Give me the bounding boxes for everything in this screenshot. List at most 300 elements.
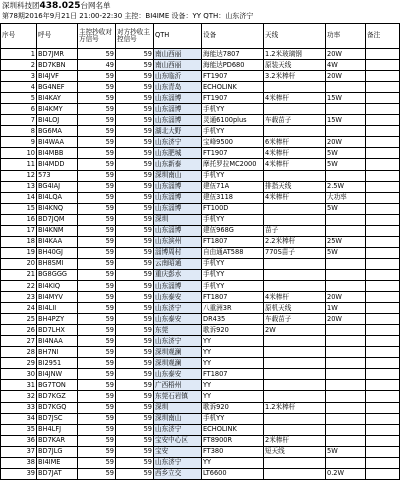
cell-seq: 35 <box>1 424 37 435</box>
cell-power: 15W <box>326 93 366 104</box>
cell-callsign: BI4KNQ <box>37 203 78 214</box>
header-antenna: 天线 <box>264 24 326 49</box>
cell-callsign: BI4KNM <box>37 225 78 236</box>
cell-seq: 2 <box>1 60 37 71</box>
cell-seq: 24 <box>1 303 37 314</box>
cell-qth: 湖北大野 <box>154 126 202 137</box>
table-row <box>1 446 400 457</box>
table-row <box>1 258 400 269</box>
cell-remarks <box>366 60 400 71</box>
cell-seq: 31 <box>1 380 37 391</box>
cell-rx-report: 59 <box>78 303 116 314</box>
cell-antenna: 原装天线 <box>264 60 326 71</box>
cell-power: 2.5W <box>326 181 366 192</box>
table-row <box>1 391 400 402</box>
table-row <box>1 424 400 435</box>
cell-qth: 山东新泰 <box>154 159 202 170</box>
cell-tx-report: 59 <box>116 126 154 137</box>
cell-rx-report: 59 <box>78 435 116 446</box>
cell-tx-report: 59 <box>116 60 154 71</box>
cell-remarks <box>366 457 400 468</box>
cell-power: 20W <box>326 314 366 325</box>
cell-equipment: FT1907 <box>202 71 264 82</box>
cell-tx-report: 59 <box>116 303 154 314</box>
cell-rx-report: 59 <box>78 137 116 148</box>
cell-rx-report: 49 <box>78 60 116 71</box>
cell-power: 20W <box>326 71 366 82</box>
cell-tx-report: 59 <box>116 82 154 93</box>
cell-antenna: 短天线 <box>264 446 326 457</box>
table-row <box>1 104 400 115</box>
cell-equipment: FT100D <box>202 203 264 214</box>
cell-seq: 6 <box>1 104 37 115</box>
cell-rx-report: 59 <box>78 358 116 369</box>
cell-power <box>326 358 366 369</box>
table-row <box>1 192 400 203</box>
cell-qth: 深圳观澜 <box>154 358 202 369</box>
cell-qth: 山东临沂 <box>154 71 202 82</box>
cell-antenna: 4米棒杆 <box>264 192 326 203</box>
cell-seq: 28 <box>1 347 37 358</box>
cell-qth: 南山西丽 <box>154 60 202 71</box>
cell-antenna <box>264 468 326 479</box>
cell-equipment: 自由通AT588 <box>202 247 264 258</box>
cell-equipment: 手机YY <box>202 214 264 225</box>
cell-seq: 7 <box>1 115 37 126</box>
cell-qth: 山东泰安 <box>154 292 202 303</box>
cell-qth: 山东青岛 <box>154 82 202 93</box>
table-row <box>1 269 400 280</box>
cell-tx-report: 59 <box>116 325 154 336</box>
cell-antenna: 2米棒杆 <box>264 435 326 446</box>
cell-seq: 11 <box>1 159 37 170</box>
title-frequency: 438.025 <box>39 1 81 11</box>
cell-antenna: 1.2米棒杆 <box>264 402 326 413</box>
cell-callsign: BD7JMR <box>37 49 78 60</box>
cell-callsign: BI4KIQ <box>37 280 78 291</box>
cell-antenna <box>264 457 326 468</box>
cell-equipment: YY <box>202 336 264 347</box>
cell-equipment: 海能达PD680 <box>202 60 264 71</box>
cell-equipment: YY <box>202 358 264 369</box>
cell-tx-report: 59 <box>116 358 154 369</box>
cell-callsign: BH4PZY <box>37 314 78 325</box>
cell-qth: 广西梧州 <box>154 380 202 391</box>
cell-antenna: 3.2米棒杆 <box>264 71 326 82</box>
cell-seq: 10 <box>1 148 37 159</box>
cell-seq: 13 <box>1 181 37 192</box>
cell-power <box>326 336 366 347</box>
cell-seq: 3 <box>1 71 37 82</box>
cell-callsign: BH7NI <box>37 347 78 358</box>
cell-rx-report: 59 <box>78 402 116 413</box>
cell-equipment: 灵通6100plus <box>202 115 264 126</box>
cell-qth: 山东淄博 <box>154 203 202 214</box>
cell-antenna: 1.2米玻璃钢 <box>264 49 326 60</box>
cell-seq: 9 <box>1 137 37 148</box>
cell-equipment: FT8900R <box>202 435 264 446</box>
table-row <box>1 336 400 347</box>
cell-callsign: BI4JNW <box>37 369 78 380</box>
cell-tx-report: 59 <box>116 347 154 358</box>
header-qth: QTH <box>154 24 202 49</box>
cell-seq: 37 <box>1 446 37 457</box>
cell-power: 5W <box>326 446 366 457</box>
cell-remarks <box>366 236 400 247</box>
cell-antenna <box>264 280 326 291</box>
cell-rx-report: 59 <box>78 236 116 247</box>
cell-rx-report: 59 <box>78 325 116 336</box>
cell-antenna <box>264 269 326 280</box>
cell-power <box>326 280 366 291</box>
table-row <box>1 71 400 82</box>
cell-qth: 山东淄博 <box>154 192 202 203</box>
cell-power: 25W <box>326 236 366 247</box>
cell-tx-report: 59 <box>116 413 154 424</box>
table-row <box>1 247 400 258</box>
cell-antenna: 2W <box>264 325 326 336</box>
cell-remarks <box>366 71 400 82</box>
cell-callsign: BD7KBN <box>37 60 78 71</box>
cell-seq: 30 <box>1 369 37 380</box>
cell-antenna: 车载苗子 <box>264 314 326 325</box>
cell-antenna: 4米棒杆 <box>264 292 326 303</box>
cell-power <box>326 369 366 380</box>
table-row <box>1 170 400 181</box>
cell-remarks <box>366 358 400 369</box>
cell-qth: 宝安中心区 <box>154 435 202 446</box>
cell-antenna: 原机天线 <box>264 303 326 314</box>
cell-power <box>326 258 366 269</box>
cell-rx-report: 59 <box>78 203 116 214</box>
cell-remarks <box>366 369 400 380</box>
cell-equipment: 手机YY <box>202 126 264 137</box>
cell-tx-report: 59 <box>116 369 154 380</box>
cell-equipment: 歌诉920 <box>202 325 264 336</box>
cell-power <box>326 214 366 225</box>
cell-antenna <box>264 347 326 358</box>
cell-antenna: 6米棒杆 <box>264 137 326 148</box>
cell-equipment: 手机YY <box>202 280 264 291</box>
cell-remarks <box>366 292 400 303</box>
cell-qth: 云南昭通 <box>154 258 202 269</box>
cell-tx-report: 59 <box>116 457 154 468</box>
table-row <box>1 347 400 358</box>
cell-remarks <box>366 214 400 225</box>
cell-tx-report: 59 <box>116 71 154 82</box>
cell-tx-report: 59 <box>116 314 154 325</box>
header-equipment: 设备 <box>202 24 264 49</box>
cell-qth: 深圳南山 <box>154 170 202 181</box>
table-row <box>1 413 400 424</box>
cell-tx-report: 59 <box>116 292 154 303</box>
cell-qth: 山东泰安 <box>154 314 202 325</box>
header-callsign: 呼号 <box>37 24 78 49</box>
cell-power <box>326 435 366 446</box>
cell-seq: 33 <box>1 402 37 413</box>
cell-qth: 东莞石岩镇 <box>154 391 202 402</box>
cell-seq: 39 <box>1 468 37 479</box>
cell-remarks <box>366 347 400 358</box>
cell-qth: 山东淄博 <box>154 93 202 104</box>
cell-qth: 淄博周村 <box>154 247 202 258</box>
cell-remarks <box>366 104 400 115</box>
cell-callsign: BG4NEF <box>37 82 78 93</box>
cell-equipment: YY <box>202 391 264 402</box>
cell-tx-report: 59 <box>116 49 154 60</box>
cell-equipment: ECHOLINK <box>202 424 264 435</box>
table-row <box>1 280 400 291</box>
cell-power <box>326 82 366 93</box>
cell-callsign: BG4IAJ <box>37 181 78 192</box>
cell-equipment: FT1807 <box>202 292 264 303</box>
cell-tx-report: 59 <box>116 203 154 214</box>
cell-power: 0.2W <box>326 468 366 479</box>
cell-power: 1W <box>326 303 366 314</box>
cell-rx-report: 59 <box>78 247 116 258</box>
cell-equipment: FT380 <box>202 446 264 457</box>
cell-power: 5W <box>326 203 366 214</box>
title-org-suffix: 台网名单 <box>80 1 111 10</box>
table-row <box>1 148 400 159</box>
cell-equipment: FT1807 <box>202 369 264 380</box>
cell-rx-report: 59 <box>78 126 116 137</box>
header-tx-report: 对方抄收主控信号 <box>116 24 154 49</box>
cell-callsign: BI4LII <box>37 303 78 314</box>
cell-qth: 宝安 <box>154 446 202 457</box>
cell-seq: 27 <box>1 336 37 347</box>
cell-power: 20W <box>326 49 366 60</box>
cell-power <box>326 325 366 336</box>
cell-equipment: YY <box>202 347 264 358</box>
cell-rx-report: 59 <box>78 71 116 82</box>
cell-seq: 22 <box>1 280 37 291</box>
cell-qth: 山东济宁 <box>154 457 202 468</box>
cell-remarks <box>366 435 400 446</box>
cell-equipment: 手机YY <box>202 104 264 115</box>
cell-antenna <box>264 336 326 347</box>
cell-antenna: 4米棒杆 <box>264 159 326 170</box>
cell-remarks <box>366 380 400 391</box>
table-row <box>1 137 400 148</box>
cell-rx-report: 59 <box>78 336 116 347</box>
cell-seq: 1 <box>1 49 37 60</box>
cell-remarks <box>366 258 400 269</box>
cell-seq: 5 <box>1 93 37 104</box>
cell-rx-report: 59 <box>78 280 116 291</box>
cell-remarks <box>366 336 400 347</box>
cell-seq: 34 <box>1 413 37 424</box>
cell-remarks <box>366 314 400 325</box>
cell-tx-report: 59 <box>116 269 154 280</box>
table-row <box>1 181 400 192</box>
cell-callsign: BD7JSC <box>37 413 78 424</box>
cell-seq: 8 <box>1 126 37 137</box>
cell-antenna <box>264 203 326 214</box>
cell-tx-report: 59 <box>116 104 154 115</box>
cell-remarks <box>366 49 400 60</box>
cell-remarks <box>366 325 400 336</box>
cell-rx-report: 59 <box>78 468 116 479</box>
header-seq: 序号 <box>1 24 37 49</box>
session-info: 第78期2016年9月21日 21:00-22:30 主控：BI4IME 设备：YY QTH：山东济宁 <box>2 12 254 20</box>
cell-power <box>326 126 366 137</box>
cell-remarks <box>366 391 400 402</box>
cell-tx-report: 59 <box>116 424 154 435</box>
cell-qth: 山东肥城 <box>154 148 202 159</box>
cell-remarks <box>366 269 400 280</box>
cell-tx-report: 59 <box>116 115 154 126</box>
table-row <box>1 203 400 214</box>
cell-qth: 深圳观澜 <box>154 347 202 358</box>
cell-rx-report: 59 <box>78 380 116 391</box>
cell-qth: 西乡立交 <box>154 468 202 479</box>
cell-seq: 12 <box>1 170 37 181</box>
cell-power <box>326 413 366 424</box>
cell-antenna <box>264 424 326 435</box>
cell-rx-report: 59 <box>78 49 116 60</box>
cell-qth: 山东滨州 <box>154 236 202 247</box>
cell-qth: 山东泰安 <box>154 369 202 380</box>
cell-power: 5W <box>326 159 366 170</box>
cell-rx-report: 59 <box>78 192 116 203</box>
cell-rx-report: 59 <box>78 82 116 93</box>
cell-tx-report: 59 <box>116 280 154 291</box>
cell-equipment: ECHOLINK <box>202 82 264 93</box>
cell-power <box>326 225 366 236</box>
cell-remarks <box>366 93 400 104</box>
checkin-table <box>0 23 400 480</box>
cell-power: 5W <box>326 247 366 258</box>
cell-seq: 36 <box>1 435 37 446</box>
cell-power <box>326 380 366 391</box>
cell-tx-report: 59 <box>116 258 154 269</box>
cell-callsign: BG6MA <box>37 126 78 137</box>
cell-qth: 山东济宁 <box>154 303 202 314</box>
cell-rx-report: 59 <box>78 115 116 126</box>
cell-qth: 南山西丽 <box>154 49 202 60</box>
cell-equipment: 海能达7807 <box>202 49 264 60</box>
cell-tx-report: 59 <box>116 402 154 413</box>
cell-rx-report: 59 <box>78 292 116 303</box>
cell-antenna: 4米棒杆 <box>264 148 326 159</box>
table-row <box>1 126 400 137</box>
cell-callsign: BG8GGG <box>37 269 78 280</box>
cell-callsign: BH40GJ <box>37 247 78 258</box>
cell-equipment: 建伍71A <box>202 181 264 192</box>
cell-tx-report: 59 <box>116 181 154 192</box>
cell-callsign: BI4KAY <box>37 93 78 104</box>
cell-rx-report: 59 <box>78 258 116 269</box>
cell-qth: 山东淄博 <box>154 181 202 192</box>
cell-antenna <box>264 358 326 369</box>
cell-rx-report: 59 <box>78 391 116 402</box>
cell-seq: 29 <box>1 358 37 369</box>
cell-equipment: 建伍968G <box>202 225 264 236</box>
cell-seq: 38 <box>1 457 37 468</box>
cell-remarks <box>366 446 400 457</box>
list-title <box>2 1 111 11</box>
cell-rx-report: 59 <box>78 104 116 115</box>
cell-seq: 23 <box>1 292 37 303</box>
cell-remarks <box>366 148 400 159</box>
cell-antenna <box>264 258 326 269</box>
cell-rx-report: 59 <box>78 413 116 424</box>
cell-callsign: BI4LQA <box>37 192 78 203</box>
cell-power <box>326 347 366 358</box>
cell-tx-report: 59 <box>116 391 154 402</box>
cell-seq: 17 <box>1 225 37 236</box>
header-rx-report: 主控抄收对方信号 <box>78 24 116 49</box>
cell-tx-report: 59 <box>116 446 154 457</box>
table-row <box>1 214 400 225</box>
cell-equipment: YY <box>202 457 264 468</box>
cell-equipment: 八重洲3R <box>202 303 264 314</box>
cell-antenna: 排指天线 <box>264 181 326 192</box>
cell-callsign: BD7JQM <box>37 214 78 225</box>
cell-callsign: BI4KMY <box>37 104 78 115</box>
cell-equipment: 摩托罗拉MC2000 <box>202 159 264 170</box>
cell-seq: 15 <box>1 203 37 214</box>
cell-antenna <box>264 104 326 115</box>
cell-callsign: BD7KGQ <box>37 402 78 413</box>
cell-tx-report: 59 <box>116 137 154 148</box>
cell-equipment: 手机YY <box>202 413 264 424</box>
cell-power <box>326 402 366 413</box>
table-row <box>1 225 400 236</box>
cell-rx-report: 59 <box>78 424 116 435</box>
cell-antenna <box>264 391 326 402</box>
cell-rx-report: 59 <box>78 369 116 380</box>
table-row <box>1 82 400 93</box>
cell-remarks <box>366 170 400 181</box>
cell-remarks <box>366 126 400 137</box>
cell-antenna: 车载苗子 <box>264 115 326 126</box>
title-org-prefix: 深圳科技团 <box>2 1 40 10</box>
cell-seq: 4 <box>1 82 37 93</box>
cell-equipment: 歌诉920 <box>202 402 264 413</box>
cell-equipment: DR435 <box>202 314 264 325</box>
cell-rx-report: 59 <box>78 181 116 192</box>
cell-qth: 山东淄博 <box>154 104 202 115</box>
cell-antenna <box>264 82 326 93</box>
cell-remarks <box>366 413 400 424</box>
cell-remarks <box>366 159 400 170</box>
cell-rx-report: 59 <box>78 347 116 358</box>
table-row <box>1 236 400 247</box>
cell-tx-report: 59 <box>116 170 154 181</box>
cell-remarks <box>366 424 400 435</box>
cell-remarks <box>366 225 400 236</box>
cell-tx-report: 59 <box>116 380 154 391</box>
cell-seq: 21 <box>1 269 37 280</box>
cell-qth: 深圳 <box>154 214 202 225</box>
cell-tx-report: 59 <box>116 159 154 170</box>
cell-tx-report: 59 <box>116 225 154 236</box>
cell-equipment: LT6600 <box>202 468 264 479</box>
cell-callsign: BI4MBB <box>37 148 78 159</box>
cell-remarks <box>366 280 400 291</box>
cell-rx-report: 59 <box>78 93 116 104</box>
table-row <box>1 402 400 413</box>
cell-qth: 山东淄博 <box>154 225 202 236</box>
cell-equipment: 建伍3118 <box>202 192 264 203</box>
cell-power: 大功率 <box>326 192 366 203</box>
cell-remarks <box>366 82 400 93</box>
cell-callsign: BI4KAA <box>37 236 78 247</box>
cell-callsign: BI4WAA <box>37 137 78 148</box>
table-row <box>1 292 400 303</box>
